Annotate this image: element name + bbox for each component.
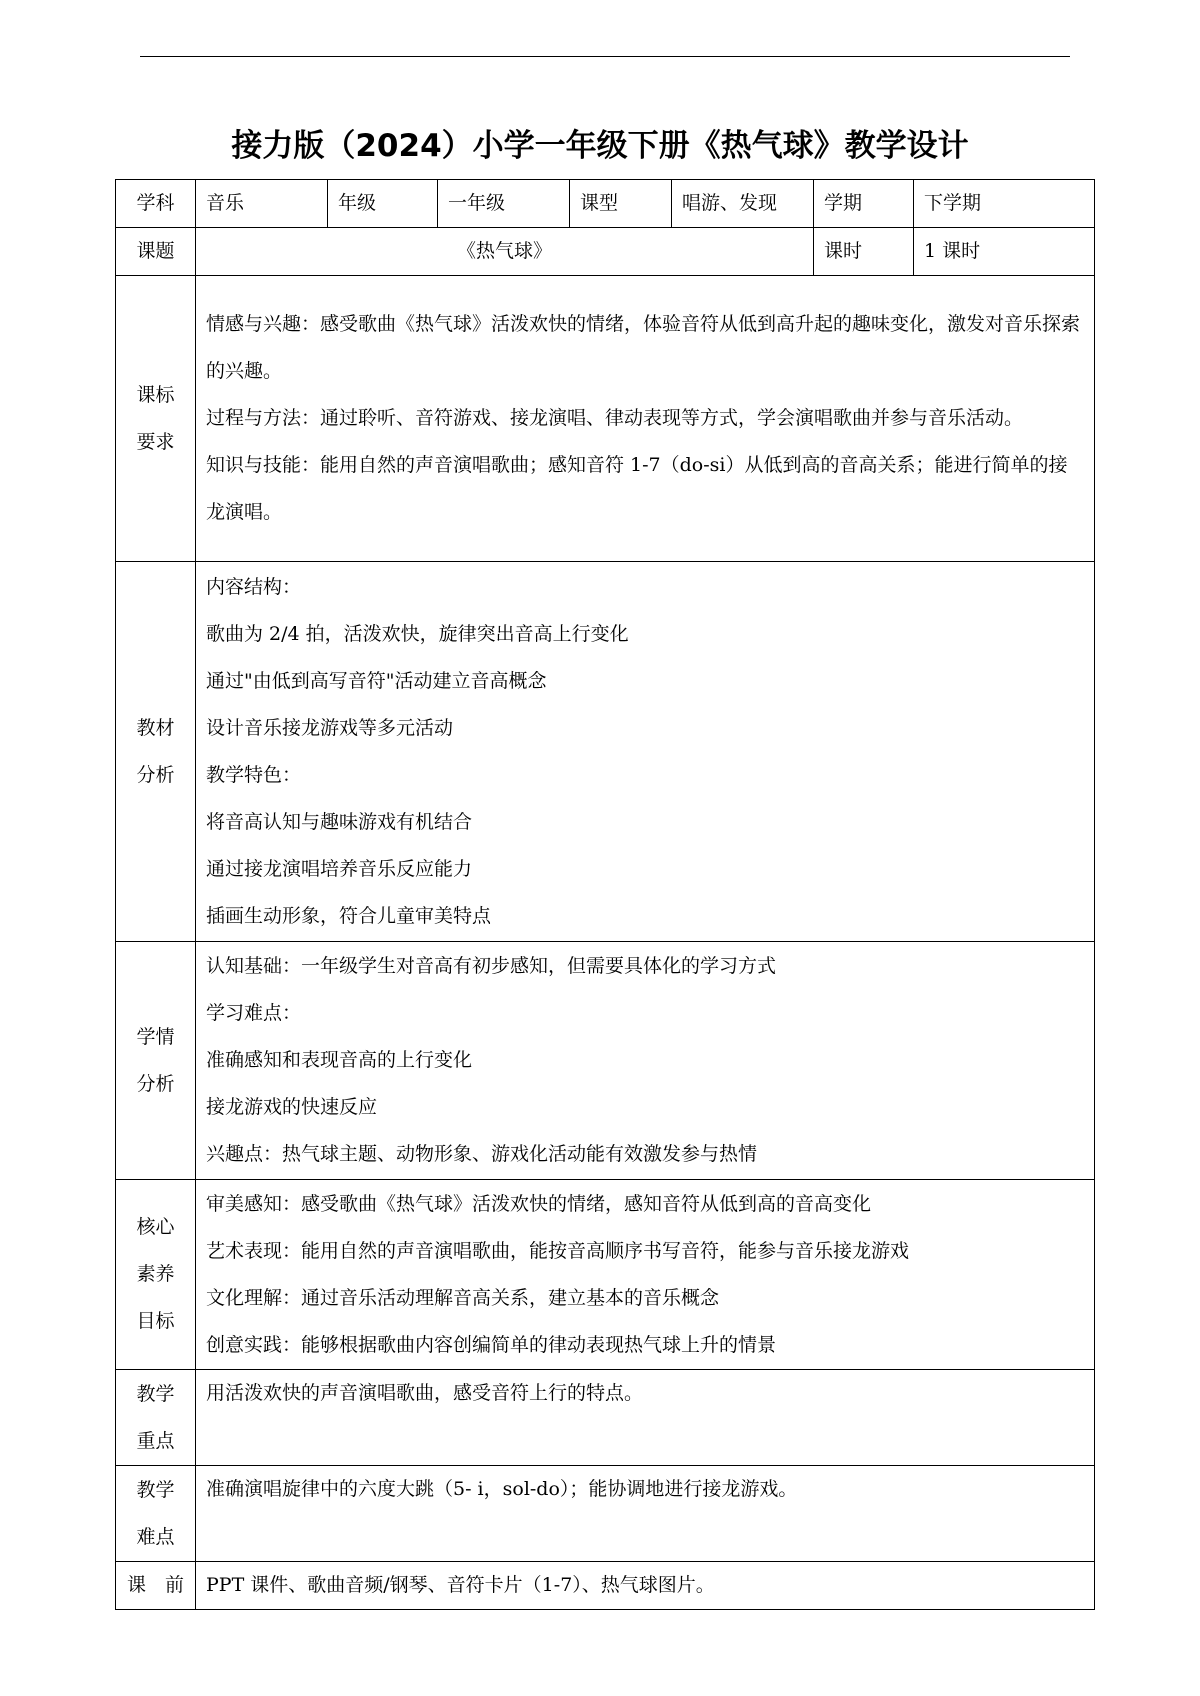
core-literacy-label-line: 素养: [136, 1263, 175, 1285]
term-value: 下学期: [914, 180, 1095, 228]
teaching-difficulty-text: 准确演唱旋律中的六度大跳（5- i，sol-do）；能协调地进行接龙游戏。: [206, 1478, 798, 1500]
topic-row: [116, 228, 1095, 276]
teaching-focus-row: [116, 1370, 1095, 1466]
teaching-difficulty-label-line2: 难点: [136, 1525, 175, 1548]
core-literacy-label-line: 核心: [136, 1216, 175, 1238]
lesson-plan-table: [115, 179, 1095, 1610]
standards-paragraph: 情感与兴趣：感受歌曲《热气球》活泼欢快的情绪，体验音符从低到高升起的趣味变化，激发对音乐探索的兴趣。: [206, 313, 1081, 382]
learners-line: 学习难点：: [206, 1002, 302, 1024]
subject-value: 音乐: [196, 180, 328, 228]
materials-line: 通过接龙演唱培养音乐反应能力: [206, 857, 473, 880]
materials-label: [116, 562, 196, 942]
standards-paragraph: 过程与方法：通过聆听、音符游戏、接龙演唱、律动表现等方式，学会演唱歌曲并参与音乐活动。: [206, 407, 1024, 429]
learners-content: [196, 942, 1095, 1180]
materials-line: 将音高认知与趣味游戏有机结合: [206, 810, 473, 833]
page-title: 接力版（2024）小学一年级下册《热气球》教学设计: [231, 128, 969, 164]
materials-line: 设计音乐接龙游戏等多元活动: [206, 716, 454, 739]
teaching-difficulty-label: [116, 1466, 196, 1562]
term-label: 学期: [814, 180, 914, 228]
learners-label: [116, 942, 196, 1180]
learners-line: 认知基础：一年级学生对音高有初步感知，但需要具体化的学习方式: [206, 955, 777, 977]
materials-content: [196, 562, 1095, 942]
grade-label: 年级: [328, 180, 438, 228]
preparation-label: 课 前: [116, 1562, 196, 1610]
core-literacy-line: 审美感知：感受歌曲《热气球》活泼欢快的情绪，感知音符从低到高的音高变化: [206, 1192, 872, 1215]
core-literacy-content: [196, 1180, 1095, 1370]
materials-line: 教学特色：: [206, 763, 302, 786]
materials-line: 内容结构：: [206, 575, 302, 598]
teaching-focus-label-line1: 教学: [136, 1382, 175, 1405]
learners-row: [116, 942, 1095, 1180]
learners-label-line2: 分析: [136, 1072, 175, 1095]
core-literacy-label: [116, 1180, 196, 1370]
teaching-focus-text: 用活泼欢快的声音演唱歌曲，感受音符上行的特点。: [206, 1382, 644, 1404]
materials-line: 通过"由低到高写音符"活动建立音高概念: [206, 669, 547, 692]
teaching-difficulty-content: [196, 1466, 1095, 1562]
teaching-focus-label-line2: 重点: [136, 1429, 175, 1452]
lesson-type-value: 唱游、发现: [672, 180, 814, 228]
core-literacy-line: 创意实践：能够根据歌曲内容创编简单的律动表现热气球上升的情景: [206, 1333, 777, 1356]
standards-label: [116, 276, 196, 562]
materials-label-line1: 教材: [136, 716, 175, 739]
standards-label-line2: 要求: [136, 430, 175, 453]
topic-value: 《热气球》: [196, 228, 814, 276]
teaching-difficulty-row: [116, 1466, 1095, 1562]
preparation-content: PPT 课件、歌曲音频/钢琴、音符卡片（1-7）、热气球图片。: [196, 1562, 1095, 1610]
subject-label: 学科: [116, 180, 196, 228]
materials-line: 歌曲为 2/4 拍，活泼欢快，旋律突出音高上行变化: [206, 622, 629, 645]
preparation-row: [116, 1562, 1095, 1610]
info-row: [116, 180, 1095, 228]
grade-value: 一年级: [438, 180, 570, 228]
lesson-type-label: 课型: [570, 180, 672, 228]
materials-line: 插画生动形象，符合儿童审美特点: [206, 904, 492, 927]
standards-row: [116, 276, 1095, 562]
class-hours-value: 1 课时: [914, 228, 1095, 276]
core-literacy-row: [116, 1180, 1095, 1370]
topic-label: 课题: [116, 228, 196, 276]
standards-label-line1: 课标: [136, 383, 175, 406]
materials-label-line2: 分析: [136, 763, 175, 786]
learners-line: 兴趣点：热气球主题、动物形象、游戏化活动能有效激发参与热情: [206, 1143, 758, 1165]
standards-content: [196, 276, 1095, 562]
standards-paragraph: 知识与技能：能用自然的声音演唱歌曲；感知音符 1-7（do-si）从低到高的音高关系；能进行简单的接龙演唱。: [206, 454, 1068, 523]
materials-row: [116, 562, 1095, 942]
core-literacy-label-line: 目标: [136, 1310, 175, 1332]
learners-line: 接龙游戏的快速反应: [206, 1096, 378, 1118]
teaching-difficulty-label-line1: 教学: [136, 1478, 175, 1501]
header-rule: [140, 56, 1070, 57]
class-hours-label: 课时: [814, 228, 914, 276]
teaching-focus-label: [116, 1370, 196, 1466]
learners-label-line1: 学情: [136, 1025, 175, 1048]
core-literacy-line: 艺术表现：能用自然的声音演唱歌曲，能按音高顺序书写音符，能参与音乐接龙游戏: [206, 1239, 910, 1262]
core-literacy-line: 文化理解：通过音乐活动理解音高关系，建立基本的音乐概念: [206, 1286, 720, 1309]
learners-line: 准确感知和表现音高的上行变化: [206, 1049, 473, 1071]
teaching-focus-content: [196, 1370, 1095, 1466]
